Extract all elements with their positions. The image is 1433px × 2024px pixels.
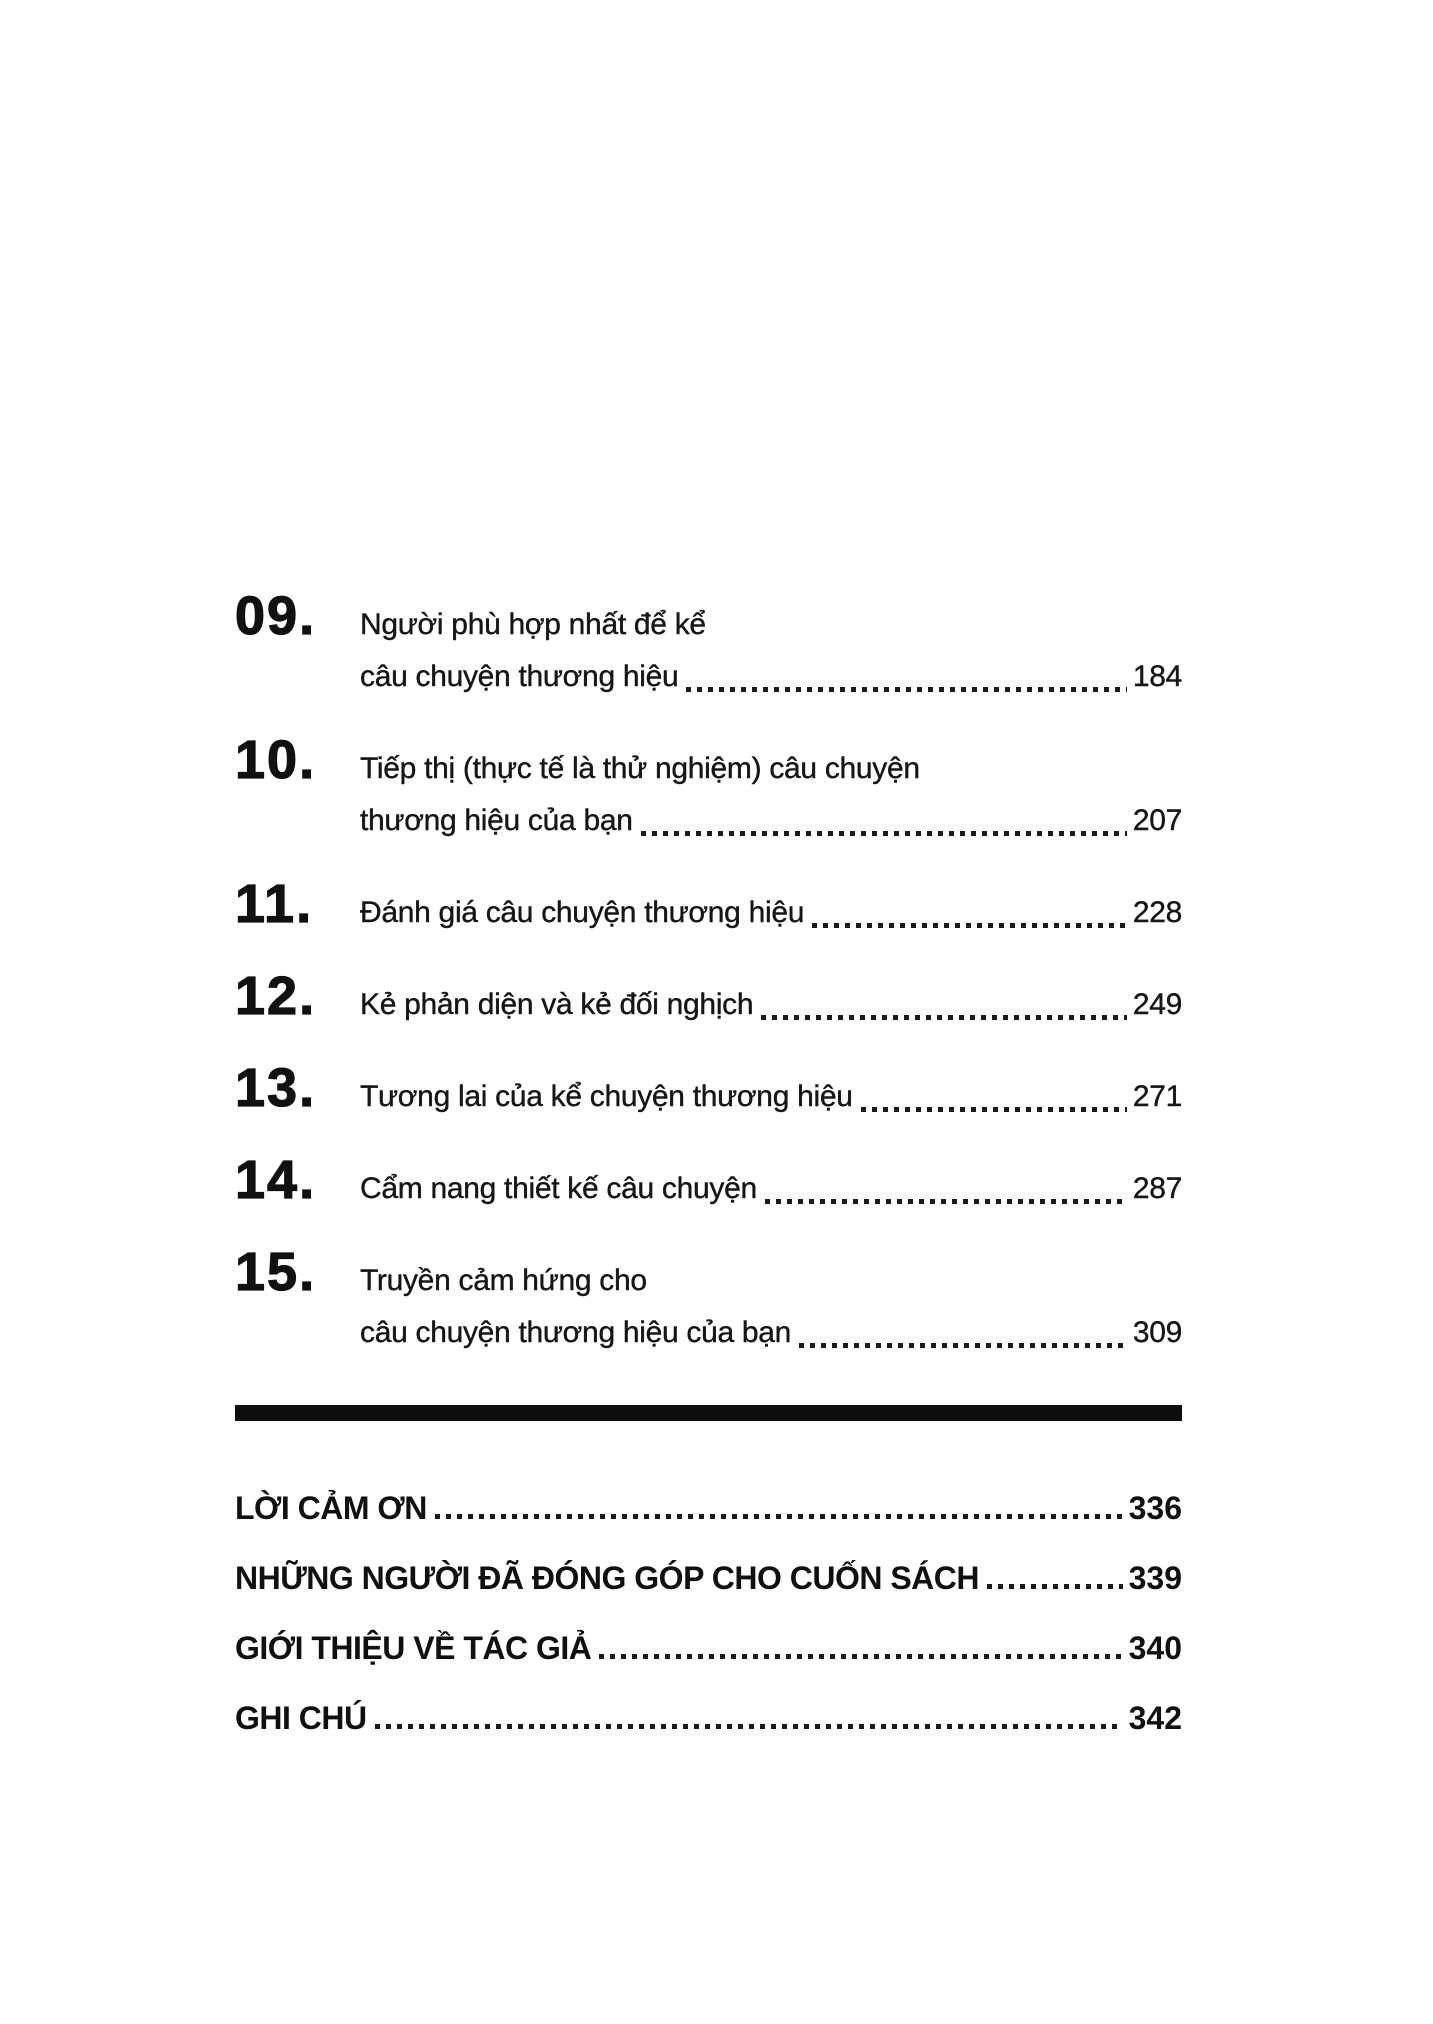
chapter-title-line1: Truyền cảm hứng cho [360, 1264, 647, 1297]
backmatter-label: LỜI CẢM ƠN [235, 1490, 427, 1526]
chapter-title-block [360, 1071, 1182, 1123]
chapter-number: 14. [235, 1150, 317, 1210]
chapter-number: 15. [235, 1242, 317, 1302]
chapter-page-number: 207 [1132, 804, 1182, 837]
chapter-title-block [360, 887, 1182, 939]
toc-chapter-entry [235, 874, 1182, 939]
chapter-page-number: 309 [1132, 1316, 1182, 1349]
chapter-title: Kẻ phản diện và kẻ đối nghịch [360, 988, 754, 1021]
chapter-title-leader-line [360, 979, 1182, 1031]
dot-leader [641, 831, 1127, 836]
chapter-number: 09. [235, 586, 317, 646]
dot-leader [987, 1584, 1123, 1589]
dot-leader [799, 1343, 1127, 1348]
backmatter-label: GHI CHÚ [235, 1700, 367, 1736]
chapter-title-leader-line [360, 1307, 1182, 1359]
toc-chapter-entry [235, 586, 1182, 703]
table-of-contents [235, 586, 1182, 1768]
backmatter-entry [235, 1698, 1182, 1738]
chapter-number: 10. [235, 730, 317, 790]
backmatter-page-number: 339 [1128, 1560, 1182, 1596]
backmatter-label: GIỚI THIỆU VỀ TÁC GIẢ [235, 1630, 592, 1666]
chapter-page-number: 228 [1132, 896, 1182, 929]
dot-leader [375, 1724, 1123, 1729]
dot-leader [761, 1015, 1127, 1020]
backmatter-page-number: 342 [1128, 1700, 1182, 1736]
backmatter-label: NHỮNG NGƯỜI ĐÃ ĐÓNG GÓP CHO CUỐN SÁCH [235, 1560, 979, 1596]
section-divider-bar [235, 1405, 1182, 1421]
chapter-title: thương hiệu của bạn [360, 804, 633, 837]
toc-chapter-entry [235, 1242, 1182, 1359]
chapter-title-line1: Người phù hợp nhất để kể [360, 608, 706, 641]
dot-leader [812, 923, 1127, 928]
chapter-title: câu chuyện thương hiệu [360, 660, 679, 693]
backmatter-entry [235, 1558, 1182, 1598]
chapter-page-number: 287 [1132, 1172, 1182, 1205]
dot-leader [861, 1107, 1127, 1112]
backmatter-section [235, 1488, 1182, 1738]
chapter-title: Đánh giá câu chuyện thương hiệu [360, 896, 805, 929]
chapter-title: Cẩm nang thiết kế câu chuyện [360, 1172, 757, 1205]
chapter-title-block [360, 1163, 1182, 1215]
chapter-page-number: 249 [1132, 988, 1182, 1021]
chapter-title-block [360, 979, 1182, 1031]
backmatter-entry [235, 1628, 1182, 1668]
toc-chapter-entry [235, 730, 1182, 847]
toc-chapter-entry [235, 966, 1182, 1031]
chapter-title-line1: Tiếp thị (thực tế là thử nghiệm) câu chuyện [360, 752, 920, 785]
dot-leader [435, 1514, 1123, 1519]
dot-leader [686, 687, 1126, 692]
chapter-title-leader-line [360, 1163, 1182, 1215]
chapter-title-block [360, 599, 1182, 703]
dot-leader [599, 1654, 1122, 1659]
chapter-title-leader-line [360, 795, 1182, 847]
chapter-title: Tương lai của kể chuyện thương hiệu [360, 1080, 853, 1113]
chapter-number: 13. [235, 1058, 317, 1118]
dot-leader [765, 1199, 1127, 1204]
chapter-title-block [360, 743, 1182, 847]
chapter-number: 12. [235, 966, 317, 1026]
chapter-page-number: 271 [1132, 1080, 1182, 1113]
backmatter-entry [235, 1488, 1182, 1528]
chapter-title-leader-line [360, 887, 1182, 939]
chapter-title: câu chuyện thương hiệu của bạn [360, 1316, 792, 1349]
chapter-number: 11. [235, 874, 314, 934]
chapter-page-number: 184 [1132, 660, 1182, 693]
toc-chapter-entry [235, 1150, 1182, 1215]
chapter-title-leader-line [360, 651, 1182, 703]
backmatter-page-number: 336 [1128, 1490, 1182, 1526]
backmatter-page-number: 340 [1128, 1630, 1182, 1666]
chapter-title-leader-line [360, 1071, 1182, 1123]
toc-chapter-entry [235, 1058, 1182, 1123]
chapter-title-block [360, 1255, 1182, 1359]
